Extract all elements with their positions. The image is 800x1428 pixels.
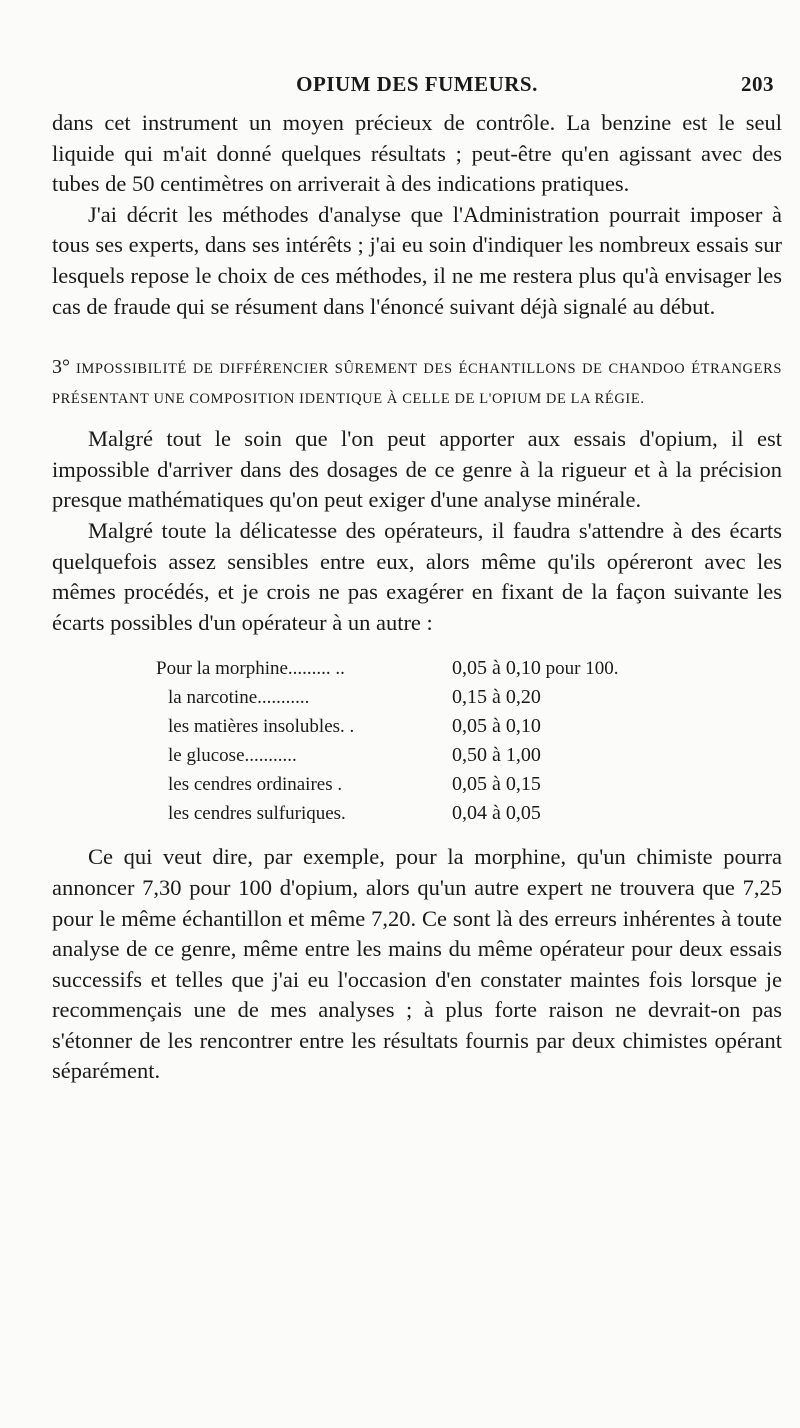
table-row-suffix xyxy=(541,770,619,799)
paragraph-deviations: Malgré toute la délicatesse des opérateurs, il faudra s'attendre à des écarts quelquefois assez sensibles entre eux, alors même qu'ils opéreront avec les mêmes procédés, et je crois ne pas exagérer en fixant de la façon suivante les écarts possibles d'un opérateur à un autre : xyxy=(52,517,782,635)
running-head xyxy=(52,64,782,104)
table-row-label: la narcotine........... xyxy=(168,687,310,709)
table-row-suffix xyxy=(541,683,619,712)
section-title: IMPOSSIBILITÉ DE DIFFÉRENCIER SÛREMENT DES ÉCHANTILLONS DE CHANDOO ÉTRANGERS PRÉSENTANT UNE COMPOSITION IDENTIQUE À CELLE DE L'OPIUM DE LA RÉGIE. xyxy=(52,361,782,408)
table-row-label: les matières insolubles. . xyxy=(168,716,355,738)
table-row-label: les cendres sulfuriques. xyxy=(168,803,346,825)
table-row-suffix xyxy=(541,799,619,828)
table-row xyxy=(156,683,618,712)
table-row xyxy=(156,770,618,799)
table-row xyxy=(156,741,618,770)
table-row-suffix xyxy=(541,654,619,683)
deviation-table xyxy=(156,654,618,828)
table-row-suffix xyxy=(541,712,619,741)
body-text xyxy=(52,108,782,1087)
table-row xyxy=(156,712,618,741)
table-row-label: Pour la morphine......... .. xyxy=(156,658,345,680)
table-row-range: 0,04 à 0,05 xyxy=(452,802,541,825)
paragraph-continuation: dans cet instrument un moyen précieux de contrôle. La benzine est le seul liquide qui m'ait donné quelques résultats ; peut-être qu'en agissant avec des tubes de 50 centimètres on arriverait à des indications pratiques. xyxy=(52,110,782,197)
table-row-range: 0,05 à 0,10 xyxy=(452,715,541,738)
table-row-range: 0,15 à 0,20 xyxy=(452,686,541,709)
page-number: 203 xyxy=(741,72,774,96)
table-row-label: le glucose........... xyxy=(168,745,297,767)
paragraph-precision: Malgré tout le soin que l'on peut apporter aux essais d'opium, il est impossible d'arriver dans des dosages de ce genre à la rigueur et à la précision presque mathématiques qu'on peut exiger d'une analyse minérale. xyxy=(52,426,782,513)
paragraph-methods: J'ai décrit les méthodes d'analyse que l'Administration pourrait imposer à tous ses experts, dans ses intérêts ; j'ai eu soin d'indiquer les nombreux essais sur lesquels repose le choix de ces méthodes, il ne me restera plus qu'à envisager les cas de fraude qui se résument dans l'énoncé suivant déjà signalé au début. xyxy=(52,201,782,319)
table-row-label: les cendres ordinaires . xyxy=(168,774,343,796)
table-row-range: 0,50 à 1,00 xyxy=(452,744,541,767)
running-head-title: OPIUM DES FUMEURS. xyxy=(296,72,538,96)
table-row-range: 0,05 à 0,10 xyxy=(452,657,541,680)
table-row xyxy=(156,654,618,683)
section-number: 3° xyxy=(52,356,70,379)
table-row-suffix xyxy=(541,741,619,770)
table-row xyxy=(156,799,618,828)
section-heading xyxy=(52,352,782,414)
table-row-suffix-text: pour 100. xyxy=(545,658,619,680)
table-row-range: 0,05 à 0,15 xyxy=(452,773,541,796)
paragraph-conclusion: Ce qui veut dire, par exemple, pour la morphine, qu'un chimiste pourra annoncer 7,30 pour 100 d'opium, alors qu'un autre expert ne trouvera que 7,25 pour le même échantillon et même 7,20. Ce sont là des erreurs inhérentes à toute analyse de ce genre, même entre les mains du même opérateur pour deux essais successifs et telles que j'ai eu l'occasion d'en constater maintes fois lorsque je recommençais une de mes analyses ; à plus forte raison ne devrait-on pas s'étonner de les rencontrer entre les résultats fournis par deux chimistes opérant séparément. xyxy=(52,844,782,1084)
